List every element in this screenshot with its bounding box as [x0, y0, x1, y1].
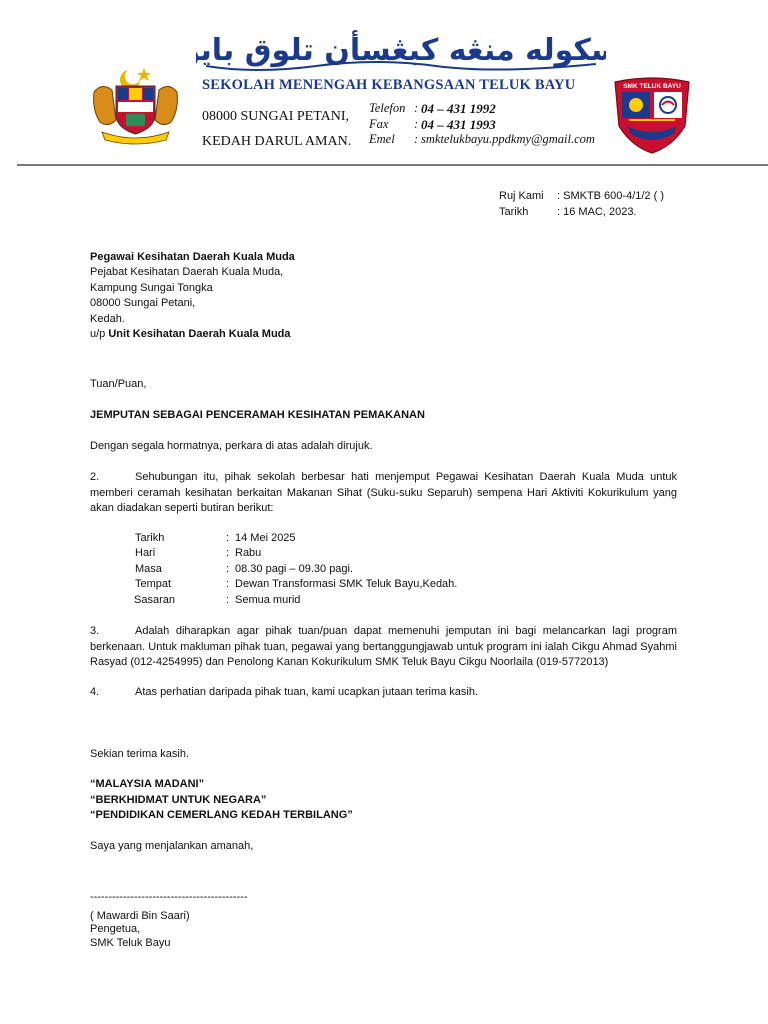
detail-colon: : — [226, 532, 230, 544]
detail-value: Rabu — [235, 547, 262, 559]
recipient-line: Pejabat Kesihatan Daerah Kuala Muda, — [90, 266, 284, 278]
detail-value: 14 Mei 2025 — [235, 532, 296, 544]
jawi-text: سكوله منڠه كبڠسأن تلوق بايو — [196, 33, 606, 68]
ruj-kami-label: Ruj Kami — [499, 190, 544, 202]
detail-label: Sasaran — [134, 594, 175, 606]
school-name: SEKOLAH MENENGAH KEBANGSAAN TELUK BAYU — [202, 77, 576, 93]
school-logo-text: SMK TELUK BAYU — [623, 83, 681, 90]
slogan: “PENDIDIKAN CEMERLANG KEDAH TERBILANG” — [90, 809, 353, 821]
paragraph-text: Adalah diharapkan agar pihak tuan/puan dapat memenuhi jemputan ini bagi melancarkan lagi program berkenaan. Untuk makluman pihak tuan, pegawai yang bertanggungjawab untuk program ini ialah Cikgu Ahmad Syahmi Rasyad (012-4254995) dan Penolong Kanan Kokurikulum SMK Teluk Bayu Cikgu Noorlaila (019-5772013) — [90, 625, 677, 668]
telefon-colon: : — [414, 101, 419, 115]
detail-value: Semua murid — [235, 594, 301, 606]
detail-colon: : — [226, 578, 230, 590]
coat-of-arms-icon — [88, 64, 183, 146]
signatory-name: ( Mawardi Bin Saari) — [90, 910, 190, 922]
closing: Sekian terima kasih. — [90, 748, 190, 760]
fax-value: 04 – 431 1993 — [421, 117, 496, 132]
signatory-position: Pengetua, — [90, 923, 141, 935]
tarikh-value: : 16 MAC, 2023. — [557, 206, 637, 218]
emel-label: Emel — [369, 132, 395, 146]
salutation: Tuan/Puan, — [90, 378, 147, 390]
paragraph-number: 3. — [90, 625, 100, 637]
address-line-2: KEDAH DARUL AMAN. — [202, 134, 352, 149]
detail-label: Tempat — [135, 578, 172, 590]
paragraph-text: Atas perhatian daripada pihak tuan, kami ucapkan jutaan terima kasih. — [135, 686, 479, 698]
detail-value: Dewan Transformasi SMK Teluk Bayu,Kedah. — [235, 578, 458, 590]
telefon-label: Telefon — [369, 101, 406, 115]
detail-colon: : — [226, 563, 230, 575]
school-name-jawi-calligraphy — [196, 26, 606, 78]
school-logo-icon — [613, 74, 691, 154]
detail-label: Tarikh — [135, 532, 165, 544]
signatory-organization: SMK Teluk Bayu — [90, 937, 171, 949]
fax-colon: : — [414, 117, 419, 131]
slogan: “MALAYSIA MADANI” — [90, 778, 205, 790]
recipient-line: Kampung Sungai Tongka — [90, 282, 213, 294]
emel-value: smktelukbayu.ppdkmy@gmail.com — [421, 132, 595, 146]
letter-subject: JEMPUTAN SEBAGAI PENCERAMAH KESIHATAN PEMAKANAN — [90, 409, 425, 421]
detail-value: 08.30 pagi – 09.30 pagi. — [235, 563, 354, 575]
detail-label: Masa — [135, 563, 162, 575]
signature-line: ------------------------------------------- — [90, 891, 248, 903]
detail-label: Hari — [135, 547, 156, 559]
detail-colon: : — [226, 547, 230, 559]
paragraph-number: 2. — [90, 471, 100, 483]
emel-colon: : — [414, 132, 419, 146]
telefon-value: 04 – 431 1992 — [421, 101, 496, 116]
recipient-line: 08000 Sungai Petani, — [90, 297, 196, 309]
paragraph-4 — [90, 685, 677, 701]
paragraph-text: Sehubungan itu, pihak sekolah berbesar hati menjemput Pegawai Kesihatan Daerah Kuala Muda untuk memberi ceramah kesihatan berkaitan Makanan Sihat (Suku-suku Separuh) sempena Hari Aktiviti Kokurikulum yang akan diadakan seperti butiran berikut: — [90, 471, 677, 514]
letterhead-divider — [17, 164, 768, 166]
address-line-1: 08000 SUNGAI PETANI, — [202, 109, 350, 124]
attention-unit: Unit Kesihatan Daerah Kuala Muda — [108, 328, 291, 340]
fax-label: Fax — [369, 117, 389, 131]
paragraph-3 — [90, 624, 677, 671]
slogan: “BERKHIDMAT UNTUK NEGARA” — [90, 794, 267, 806]
sign-off: Saya yang menjalankan amanah, — [90, 840, 254, 852]
tarikh-label: Tarikh — [499, 206, 529, 218]
intro-paragraph: Dengan segala hormatnya, perkara di atas adalah dirujuk. — [90, 440, 373, 452]
ruj-kami-value: : SMKTB 600-4/1/2 ( ) — [557, 190, 664, 202]
detail-colon: : — [226, 594, 230, 606]
paragraph-2 — [90, 470, 677, 517]
recipient-line: Kedah. — [90, 313, 125, 325]
attention-prefix: u/p — [90, 328, 109, 340]
recipient-title: Pegawai Kesihatan Daerah Kuala Muda — [90, 251, 295, 263]
paragraph-number: 4. — [90, 686, 100, 698]
recipient-attention — [90, 327, 291, 342]
